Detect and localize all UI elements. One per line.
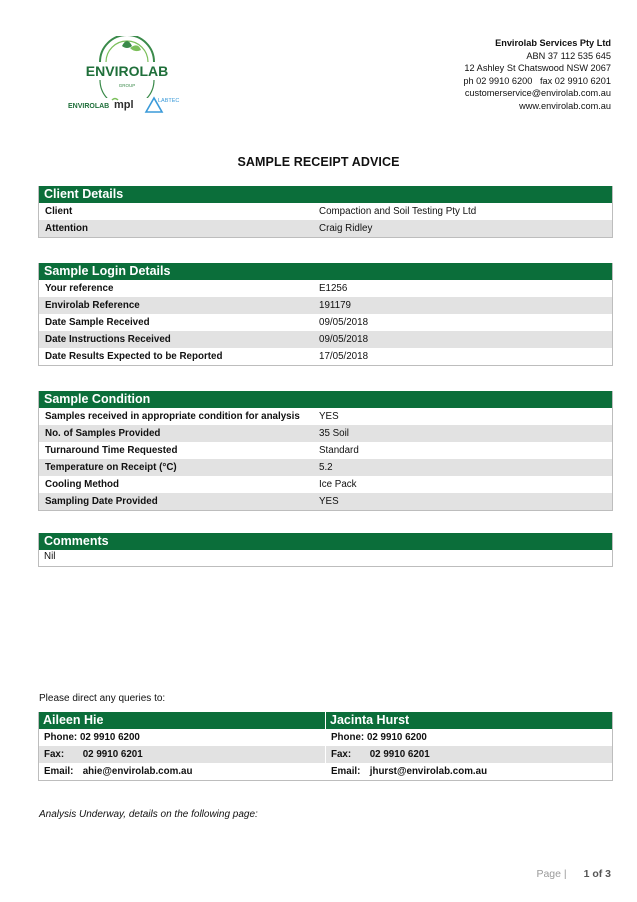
queries-label: Please direct any queries to:: [39, 693, 166, 704]
contact-email-link[interactable]: jhurst@envirolab.com.au: [369, 766, 488, 777]
row-value: Standard: [319, 445, 359, 456]
sample-login-heading: Sample Login Details: [39, 263, 612, 280]
row-label: Cooling Method: [45, 479, 120, 490]
table-row: [39, 408, 612, 425]
row-value: 35 Soil: [319, 428, 349, 439]
svg-text:mpl: mpl: [114, 99, 134, 111]
page-label: Page |: [536, 868, 567, 880]
envirolab-group-logo-icon: [86, 36, 168, 98]
table-row: [39, 425, 612, 442]
analysis-underway-note: Analysis Underway, details on the following page:: [39, 809, 258, 820]
contacts-table: [38, 712, 613, 781]
sample-login-details-table: [38, 263, 613, 366]
row-label: Turnaround Time Requested: [45, 445, 178, 456]
sub-brands-logo-icon: [68, 94, 198, 116]
table-row: [39, 203, 612, 220]
row-label: Date Sample Received: [45, 317, 150, 328]
table-row: [39, 476, 612, 493]
contact-name: Aileen Hie: [39, 712, 325, 729]
sample-condition-heading: Sample Condition: [39, 391, 612, 408]
company-website[interactable]: www.envirolab.com.au: [519, 100, 611, 111]
row-label: Samples received in appropriate condition for analysis: [45, 411, 300, 422]
row-value: 5.2: [319, 462, 333, 473]
row-value: E1256: [319, 283, 348, 294]
comments-table: [38, 533, 613, 567]
svg-text:LABTEC: LABTEC: [158, 98, 180, 104]
contact-phone: Phone: 02 9910 6200: [331, 732, 427, 743]
row-label: Temperature on Receipt (°C): [45, 462, 177, 473]
company-address: 12 Ashley St Chatswood NSW 2067: [464, 63, 611, 74]
comments-heading: Comments: [39, 533, 612, 550]
row-value: 09/05/2018: [319, 334, 369, 345]
logo-brand-text: ENVIROLAB: [86, 63, 168, 79]
row-value: Craig Ridley: [319, 223, 373, 234]
logo-group-text: GROUP: [118, 83, 136, 88]
page-number: 1 of 3: [583, 868, 611, 880]
company-abn: ABN 37 112 535 645: [526, 50, 611, 61]
company-name: Envirolab Services Pty Ltd: [495, 38, 611, 48]
table-row: [39, 297, 612, 314]
row-value: YES: [319, 411, 339, 422]
row-value: Compaction and Soil Testing Pty Ltd: [319, 206, 477, 217]
company-address-block: [463, 37, 611, 113]
row-label: Envirolab Reference: [45, 300, 140, 311]
page-indicator: [536, 868, 611, 880]
row-value: Ice Pack: [319, 479, 357, 490]
sample-condition-table: [38, 391, 613, 511]
envirolab-logo: [60, 30, 200, 120]
company-phone-fax: ph 02 9910 6200 fax 02 9910 6201: [463, 75, 611, 86]
contact-email: Email: ahie@envirolab.com.au: [44, 766, 193, 777]
row-value: YES: [319, 496, 339, 507]
table-row: [39, 442, 612, 459]
table-row: [39, 314, 612, 331]
table-row: [39, 331, 612, 348]
row-label: Date Results Expected to be Reported: [45, 351, 223, 362]
client-details-table: [38, 186, 613, 238]
contact-card: [39, 712, 325, 780]
contact-card: [325, 712, 612, 780]
row-value: 191179: [319, 300, 351, 311]
row-value: 09/05/2018: [319, 317, 369, 328]
row-value: 17/05/2018: [319, 351, 369, 362]
table-row: [39, 280, 612, 297]
row-label: Your reference: [45, 283, 114, 294]
table-row: [39, 220, 612, 237]
row-label: Attention: [45, 223, 88, 234]
contact-fax: Fax: 02 9910 6201: [326, 746, 612, 763]
company-email[interactable]: customerservice@envirolab.com.au: [464, 88, 611, 99]
comments-text: Nil: [44, 551, 56, 562]
contact-email-link[interactable]: ahie@envirolab.com.au: [82, 766, 193, 777]
table-row: [39, 459, 612, 476]
contact-phone: Phone: 02 9910 6200: [44, 732, 140, 743]
table-row: [39, 493, 612, 510]
contact-name: Jacinta Hurst: [326, 712, 612, 729]
document-title: SAMPLE RECEIPT ADVICE: [237, 155, 400, 169]
row-label: Date Instructions Received: [45, 334, 171, 345]
row-label: No. of Samples Provided: [45, 428, 161, 439]
row-label: Client: [45, 206, 73, 217]
contact-email: Email: jhurst@envirolab.com.au: [331, 766, 488, 777]
svg-text:ENVIROLAB: ENVIROLAB: [68, 103, 110, 110]
contact-fax: Fax: 02 9910 6201: [39, 746, 325, 763]
client-details-heading: Client Details: [39, 186, 612, 203]
row-label: Sampling Date Provided: [45, 496, 158, 507]
table-row: [39, 348, 612, 365]
